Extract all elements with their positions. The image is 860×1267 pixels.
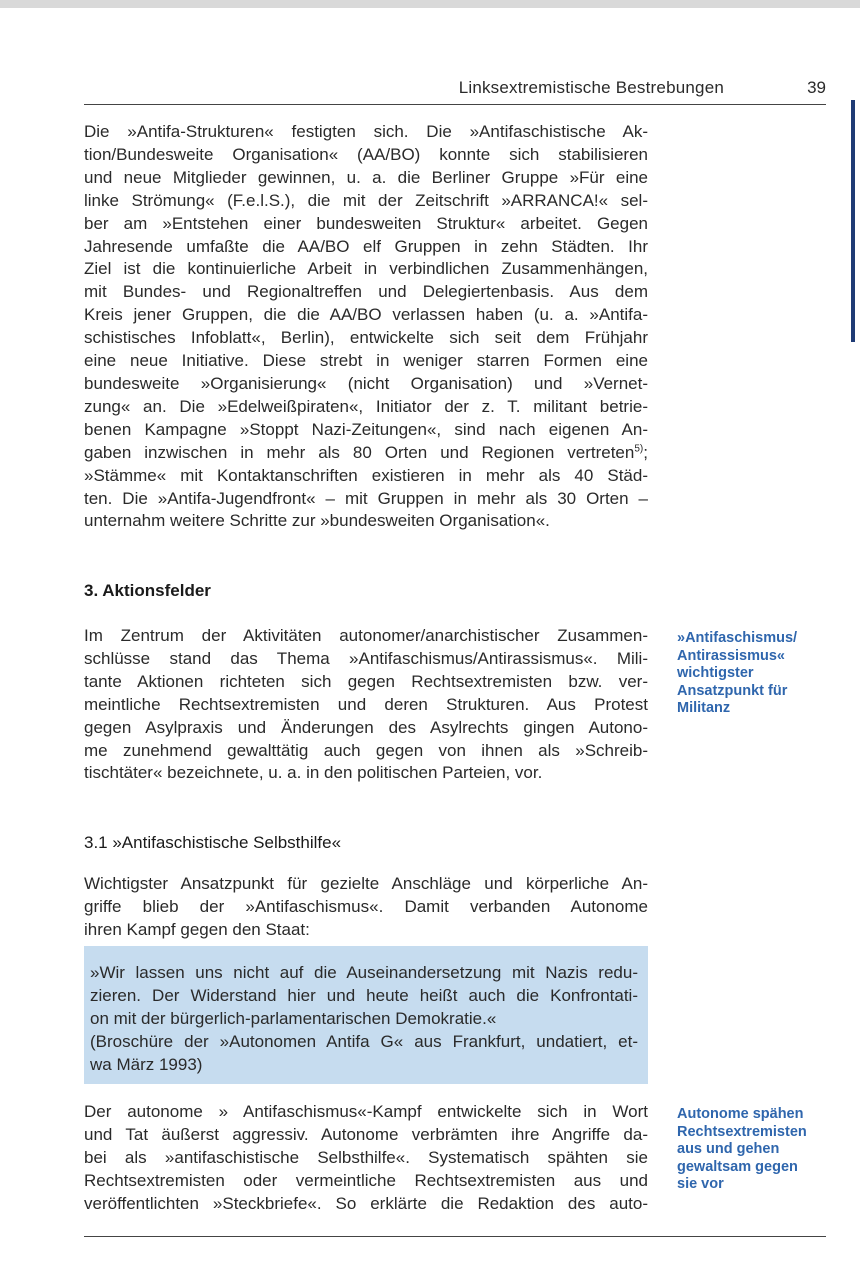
text-line: Ziel ist die kontinuierliche Arbeit in verbindlichen Zusammenhängen, [84,259,648,279]
text-line: tante Aktionen richteten sich gegen Rechtsextremisten bzw. ver- [84,671,648,691]
section-heading: 3. Aktionsfelder [84,581,211,600]
text-line: griffe blieb der »Antifaschismus«. Damit verbanden Autonome [84,896,648,916]
margin-note-line: gewaltsam gegen [677,1158,798,1175]
text-line: ber am »Entstehen einer bundesweiten Struktur« arbeitet. Gegen [84,213,648,233]
section3-1-paragraph [84,873,648,942]
quote-text [90,962,638,1077]
margin-note-line: Ansatzpunkt für [677,682,788,699]
text-line: bundesweite »Organisierung« (nicht Organisation) und »Vernet- [84,373,648,393]
page-header [84,78,826,105]
text-line: linke Strömung« (F.e.l.S.), die mit der Zeitschrift »ARRANCA!« sel- [84,190,648,210]
margin-note-line: Autonome spähen [677,1106,804,1122]
text-line: zung« an. Die »Edelweißpiraten«, Initiator der z. T. militant betrie- [84,396,648,416]
text-line: Jahresende umfaßte die AA/BO elf Gruppen in zehn Städten. Ihr [84,236,648,256]
subsection-heading: 3.1 »Antifaschistische Selbsthilfe« [84,833,342,852]
text-line: meintliche Rechtsextremisten und deren Strukturen. Aus Protest [84,694,648,714]
quote-line: zieren. Der Widerstand hier und heute heißt auch die Konfrontati- [90,985,638,1005]
margin-note-line: wichtigster [677,665,754,681]
margin-note-line: Militanz [677,700,731,716]
text-line: ten. Die »Antifa-Jugendfront« – mit Gruppen in mehr als 30 Orten – [84,488,648,508]
text-line: me zunehmend gewalttätig auch gegen von ihnen als »Schreib- [84,740,648,760]
quote-line: on mit der bürgerlich-parlamentarischen Demokratie.« [90,1008,497,1028]
quote-line: »Wir lassen uns nicht auf die Auseinandersetzung mit Nazis redu- [90,963,638,982]
margin-note-line: Rechtsextremisten [677,1123,807,1140]
margin-note-surveillance [677,1106,837,1194]
text-line: tion/Bundesweite Organisation« (AA/BO) konnte sich stabilisieren [84,144,648,164]
text-line: mit Bundes- und Regionaltreffen und Delegiertenbasis. Aus dem [84,282,648,302]
running-title: Linksextremistische Bestrebungen [458,78,724,97]
text-line: Im Zentrum der Aktivitäten autonomer/anarchistischer Zusammen- [84,626,648,645]
text-line: unternahm weitere Schritte zur »bundesweiten Organisation«. [84,511,550,531]
page-number: 39 [807,78,826,97]
quote-source-line: (Broschüre der »Autonomen Antifa G« aus Frankfurt, undatiert, et- [90,1031,638,1051]
text-line: tischtäter« bezeichnete, u. a. in den politischen Parteien, vor. [84,763,543,783]
text-line: schistisches Infoblatt«, Berlin), entwickelte sich seit dem Frühjahr [84,328,648,348]
page-edge-marker [851,100,855,342]
text-line: veröffentlichten »Steckbriefe«. So erklärte die Redaktion des auto- [84,1193,648,1213]
text-line: Der autonome » Antifaschismus«-Kampf entwickelte sich in Wort [84,1102,648,1121]
text-line: schlüsse stand das Thema »Antifaschismus/Antirassismus«. Mili- [84,648,648,668]
margin-note-line: »Antifaschismus/ [677,630,798,646]
section3-paragraph [84,625,648,785]
margin-note-line: aus und gehen [677,1141,780,1157]
text-line: gegen Asylpraxis und Änderungen des Asylrechts gingen Autono- [84,717,648,737]
text-line: und neue Mitglieder gewinnen, u. a. die Berliner Gruppe »Für eine [84,167,648,187]
scan-edge [0,0,860,8]
text-line: eine neue Initiative. Diese strebt in weniger starren Formen eine [84,351,648,371]
text-line: bei als »antifaschistische Selbsthilfe«. Systematisch spähten sie [84,1147,648,1167]
text-line-with-footnote [84,442,648,465]
text-segment: gaben inzwischen in mehr als 80 Orten und Regionen vertreten [84,442,635,462]
text-line: benen Kampagne »Stoppt Nazi-Zeitungen«, sind nach eigenen An- [84,419,648,439]
margin-note-militancy [677,630,837,718]
section3-1-paragraph-2 [84,1101,648,1216]
text-line: und Tat äußerst aggressiv. Autonome verbrämten ihre Angriffe da- [84,1124,648,1144]
text-segment: ; [643,442,648,462]
text-line: Wichtigster Ansatzpunkt für gezielte Anschläge und körperliche An- [84,874,648,893]
margin-note-line: Antirassismus« [677,647,785,664]
footnote-mark: 5) [634,443,644,455]
quote-source-line: wa März 1993) [90,1054,203,1074]
footer-rule [84,1236,826,1237]
text-line: ihren Kampf gegen den Staat: [84,919,310,939]
text-line: Kreis jener Gruppen, die die AA/BO verlassen haben (u. a. »Antifa- [84,305,648,325]
text-line: Rechtsextremisten oder vermeintliche Rechtsextremisten aus und [84,1170,648,1190]
intro-paragraph [84,121,648,533]
margin-note-line: sie vor [677,1176,724,1192]
text-line: Die »Antifa-Strukturen« festigten sich. Die »Antifaschistische Ak- [84,122,648,141]
text-line: »Stämme« mit Kontaktanschriften existieren in mehr als 40 Städ- [84,465,648,485]
